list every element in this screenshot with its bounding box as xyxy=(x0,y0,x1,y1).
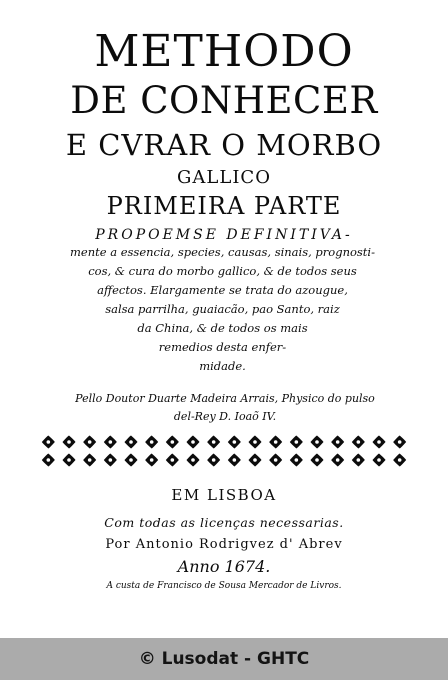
ornament-center-icon xyxy=(274,440,278,444)
seller-line: A custa de Francisco de Sousa Mercador de Livros. xyxy=(106,581,342,591)
description-line: mente a essencia, species, causas, sinais, prognosti- xyxy=(70,245,375,259)
ornament-center-icon xyxy=(233,440,237,444)
ornament-center-icon xyxy=(295,458,299,462)
ornament-center-icon xyxy=(315,440,319,444)
ornament-center-icon xyxy=(129,458,133,462)
ornament-center-icon xyxy=(171,440,175,444)
ornament-center-icon xyxy=(233,458,237,462)
printer-line: Por Antonio Rodrigvez d' Abrev xyxy=(105,537,343,552)
description-line: affectos. Elargamente se trata do azougue, xyxy=(97,283,348,297)
ornament-icon xyxy=(38,432,410,470)
title-line-3: E CVRAR O MORBO xyxy=(65,128,383,162)
ornament-center-icon xyxy=(109,458,113,462)
description-text xyxy=(50,243,395,376)
ornament-center-icon xyxy=(295,440,299,444)
year-line: Anno 1674. xyxy=(177,557,271,576)
author-line: del-Rey D. Ioaõ IV. xyxy=(173,410,277,423)
ornament-center-icon xyxy=(191,440,195,444)
ornament-center-icon xyxy=(191,458,195,462)
ornament-center-icon xyxy=(398,440,402,444)
ornament-center-icon xyxy=(67,458,71,462)
ornament-center-icon xyxy=(377,440,381,444)
ornament-center-icon xyxy=(67,440,71,444)
ornament-center-icon xyxy=(357,458,361,462)
description-line: salsa parrilha, guaiacão, pao Santo, raiz xyxy=(105,302,340,316)
ornament-center-icon xyxy=(47,458,51,462)
ornament-center-icon xyxy=(377,458,381,462)
ornament-center-icon xyxy=(171,458,175,462)
licenses-line: Com todas as licenças necessarias. xyxy=(104,515,344,530)
ornament-center-icon xyxy=(253,440,257,444)
title-line-4: GALLICO xyxy=(177,167,271,188)
subtitle-line: PROPOEMSE DEFINITIVA- xyxy=(95,227,353,243)
title-line-2: DE CONHECER xyxy=(70,79,378,122)
ornament-center-icon xyxy=(315,458,319,462)
part-heading: PRIMEIRA PARTE xyxy=(106,192,342,220)
ornament-center-icon xyxy=(47,440,51,444)
ornament-center-icon xyxy=(398,458,402,462)
ornament-center-icon xyxy=(357,440,361,444)
ornament-center-icon xyxy=(253,458,257,462)
ornament-center-icon xyxy=(212,458,216,462)
description-line: cos, & cura do morbo gallico, & de todos seus xyxy=(88,264,357,278)
ornament-center-icon xyxy=(336,440,340,444)
ornament-center-icon xyxy=(336,458,340,462)
ornament-center-icon xyxy=(129,440,133,444)
description-line: da China, & de todos os mais xyxy=(137,321,308,335)
ornament-center-icon xyxy=(88,440,92,444)
ornament-center-icon xyxy=(88,458,92,462)
place-of-printing: EM LISBOA xyxy=(171,486,277,504)
copyright-footer: © Lusodat - GHTC xyxy=(0,638,448,680)
description-line: midade. xyxy=(199,359,246,373)
title-line-1: METHODO xyxy=(94,26,354,77)
ornament-center-icon xyxy=(109,440,113,444)
author-credit xyxy=(40,390,410,426)
author-line: Pello Doutor Duarte Madeira Arrais, Physico do pulso xyxy=(75,392,375,405)
ornament-center-icon xyxy=(150,440,154,444)
description-line: remedios desta enfer- xyxy=(158,340,287,354)
ornament-center-icon xyxy=(212,440,216,444)
ornament-center-icon xyxy=(150,458,154,462)
ornament-center-icon xyxy=(274,458,278,462)
